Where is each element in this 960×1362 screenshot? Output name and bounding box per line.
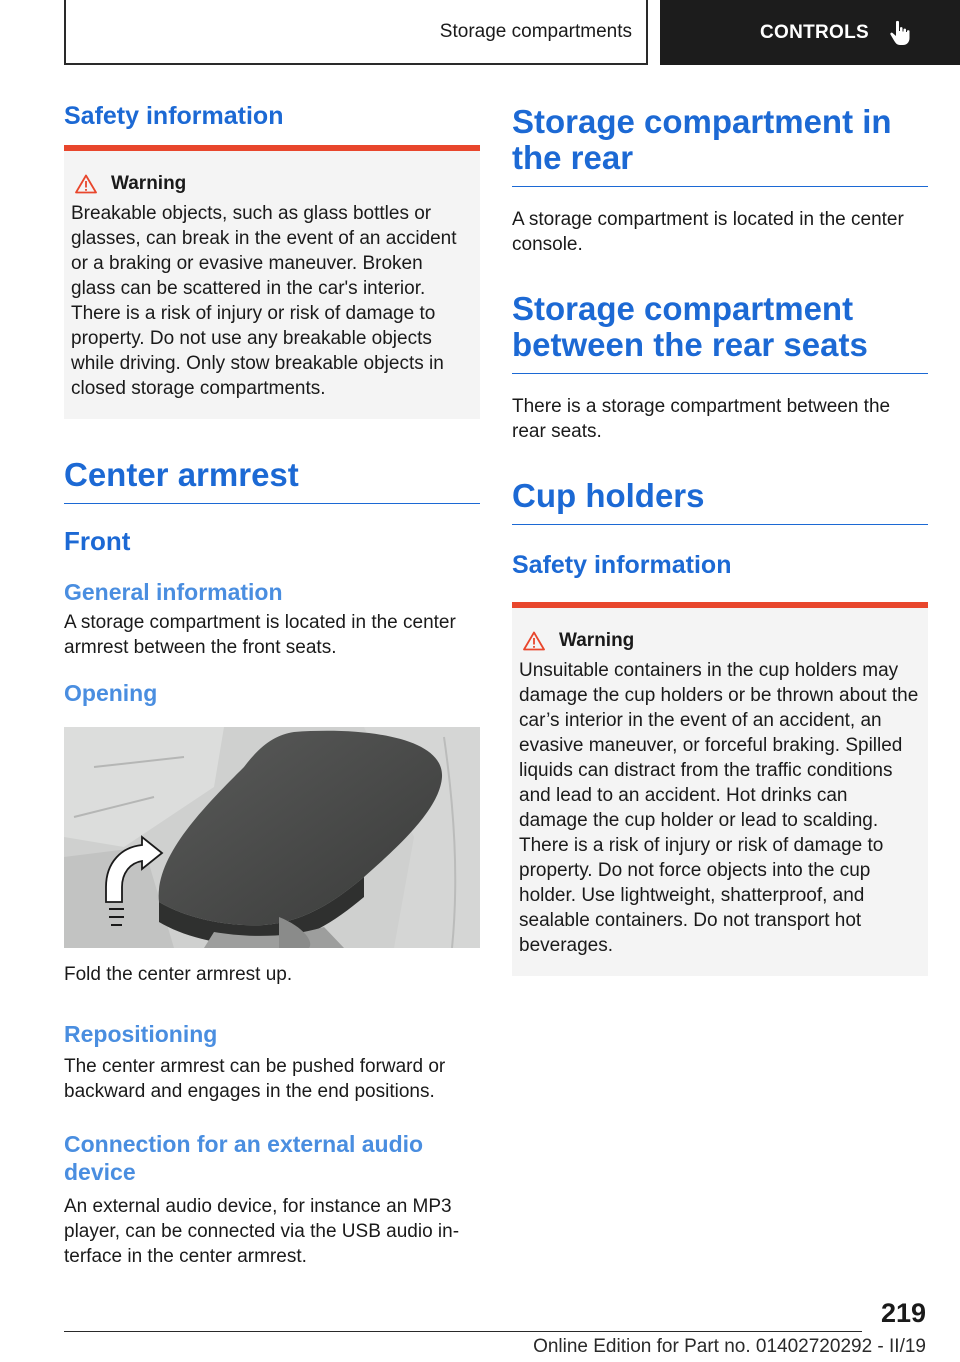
armrest-illustration: [64, 727, 480, 948]
between-heading: Storage compartment between the rear seats: [512, 291, 928, 374]
chapter-tab[interactable]: [660, 0, 960, 65]
cup-safety-heading: Safety information: [512, 551, 732, 579]
between-text: There is a storage compartment between the rear seats.: [512, 396, 891, 442]
repositioning-text: The center armrest can be pushed forward or backward and engages in the end positions.: [64, 1056, 446, 1102]
warning-box-cup: [512, 602, 928, 976]
edition-note: Online Edition for Part no. 01402720292 - II/19: [533, 1336, 926, 1357]
chapter-tab-label: CONTROLS: [760, 21, 870, 43]
warning-text: Breakable objects, such as glass bottles or glasses, can break in the event of an accident or a braking or evasive maneuver. Broken glass can be scattered in the car's interior. There is a risk of injury or risk of damage to property. Do not use any breakable objects while driving. Only stow breakable objects in closed storage compartments.: [71, 203, 457, 399]
warning-triangle-icon: [523, 631, 545, 651]
footer-divider: [64, 1331, 862, 1332]
general-info-heading: General information: [64, 579, 283, 605]
warning-header: [71, 173, 472, 195]
center-armrest-heading: Center armrest: [64, 457, 480, 504]
cup-holders-heading: Cup holders: [512, 478, 928, 525]
rear-text: A storage compartment is located in the center console.: [512, 209, 904, 255]
safety-heading: Safety information: [64, 102, 284, 130]
audio-text: An external audio device, for instance an MP3 player, can be connected via the USB audio interface in the center armrest.: [64, 1196, 460, 1267]
page-header: [64, 0, 960, 65]
warning-label: Warning: [111, 173, 187, 194]
warning-header-cup: [519, 630, 920, 652]
front-heading: Front: [64, 526, 131, 556]
section-title: Storage compartments: [64, 0, 648, 65]
audio-heading: Connection for an external audio device: [64, 1131, 424, 1185]
left-column: [64, 92, 480, 1269]
opening-heading: Opening: [64, 680, 158, 706]
warning-text-cup: Unsuitable containers in the cup holders may damage the cup holders or be thrown about the car’s interior in the event of an accident, an evasive maneuver, or forceful braking. Spilled liquids can distract from the traffic conditions and lead to an accident. Hot drinks can damage the cup holder or lead to scalding. There is a risk of injury or risk of damage to property. Do not force objects into the cup holder. Use lightweight, shatterproof, and sealable containers. Do not transport hot beverages.: [519, 660, 919, 956]
warning-triangle-icon: [75, 174, 97, 194]
warning-box: [64, 145, 480, 419]
rear-heading: Storage compartment in the rear: [512, 104, 928, 187]
figure-caption: Fold the center armrest up.: [64, 964, 293, 985]
armrest-figure: [64, 727, 480, 948]
warning-label-cup: Warning: [559, 630, 635, 651]
right-column: [512, 92, 928, 976]
page-number: 219: [880, 1298, 926, 1328]
repositioning-heading: Repositioning: [64, 1021, 218, 1047]
general-info-text: A storage compartment is located in the center armrest between the front seats.: [64, 612, 456, 658]
hand-pointer-icon: [889, 20, 911, 46]
